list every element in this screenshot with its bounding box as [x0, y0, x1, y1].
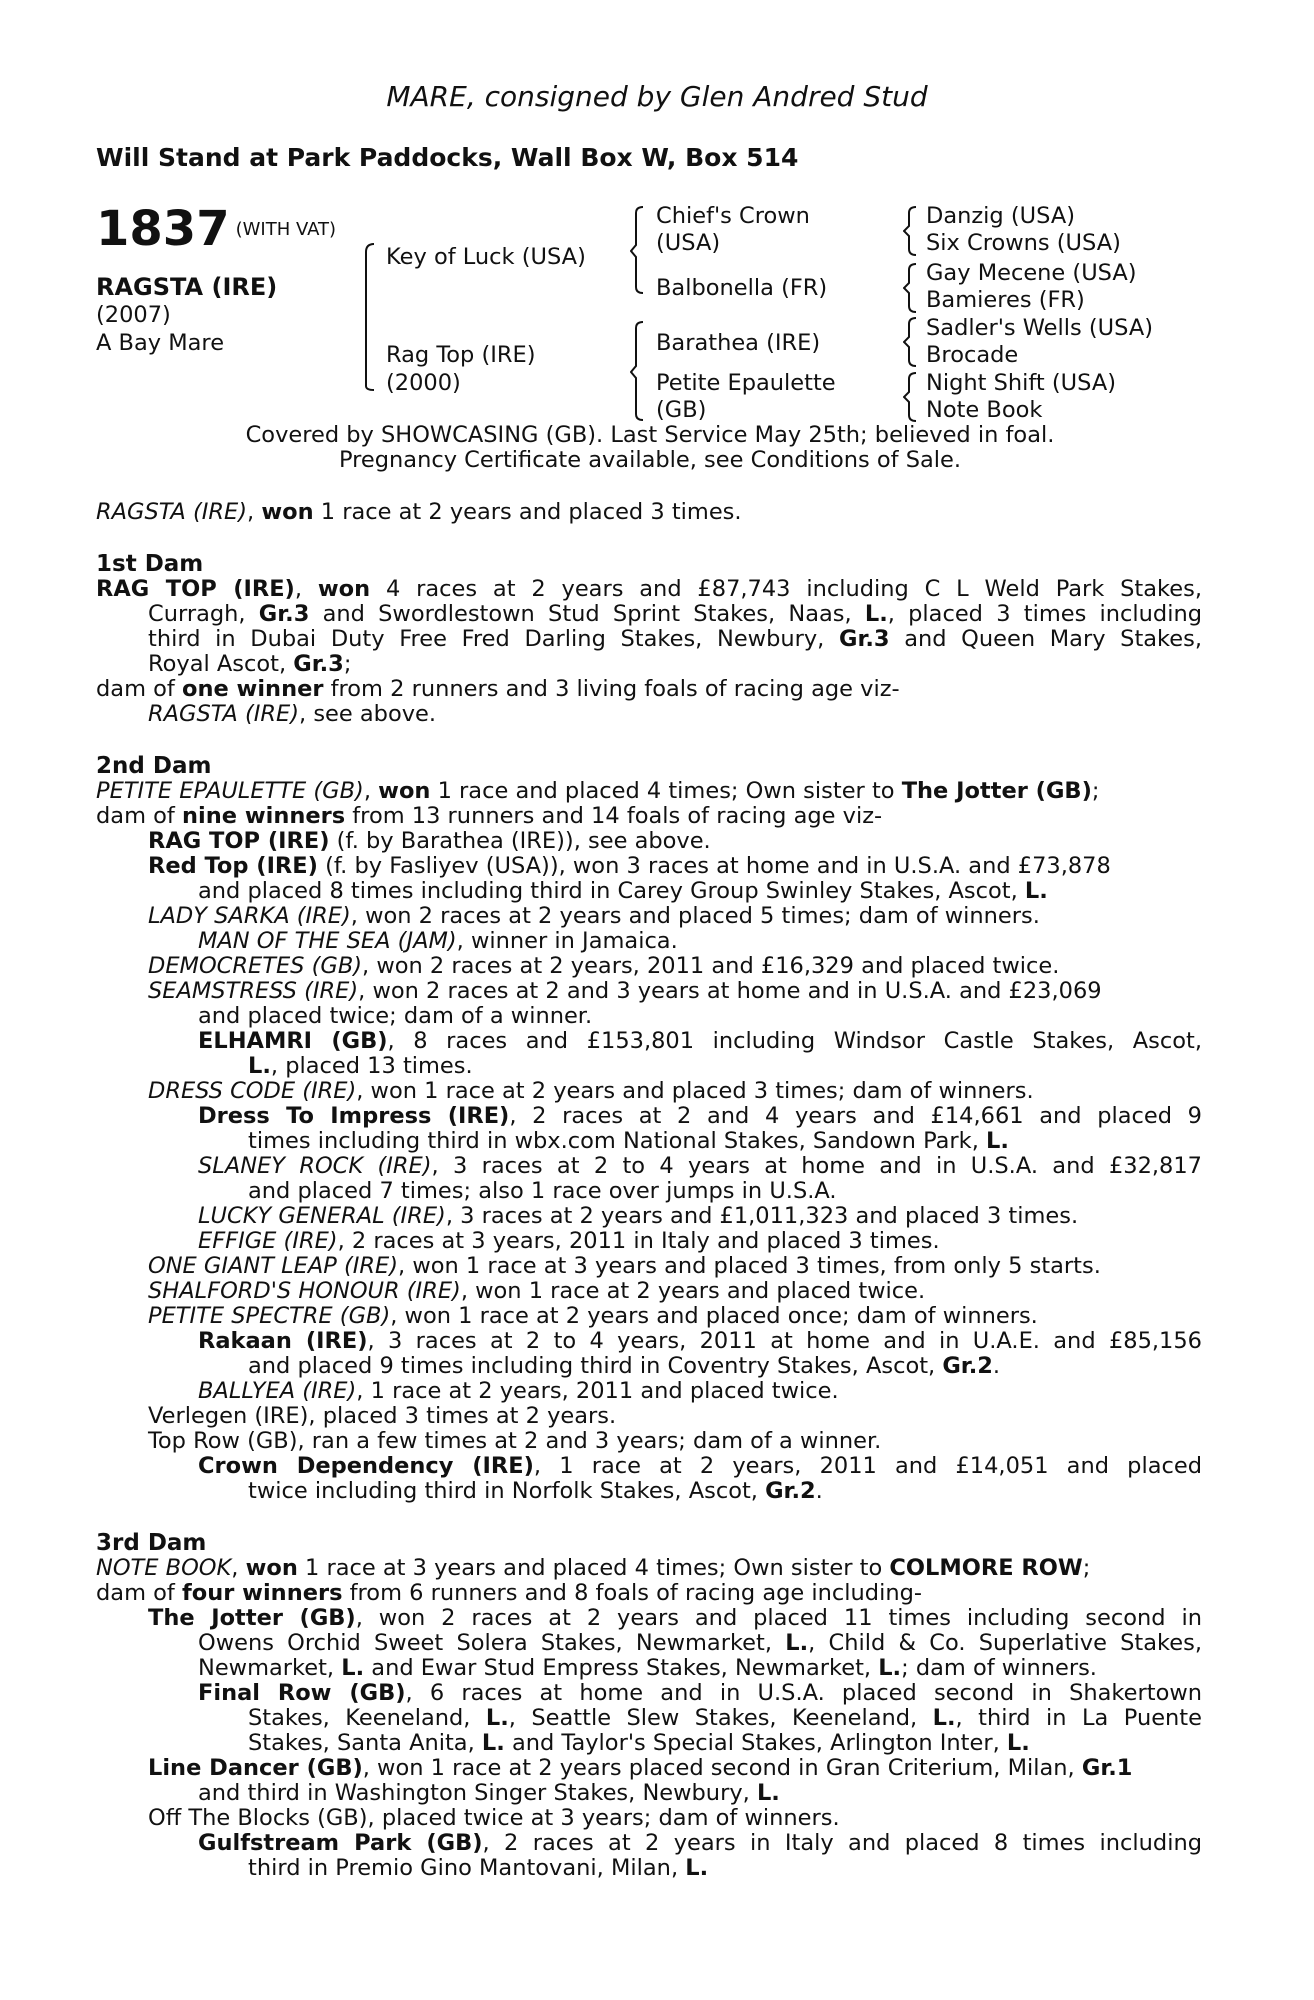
dam2-line: dam of nine winners from 13 runners and 14 foals of racing age viz-: [96, 803, 883, 829]
dam3-line: Stakes, Keeneland, L., Seattle Slew Stakes, Keeneland, L., third in La Puente: [248, 1705, 1202, 1731]
pedigree-dam-dam: Petite Epaulette: [656, 370, 836, 396]
pedigree-gen3-7: Night Shift (USA): [926, 370, 1117, 396]
dam3-line: Stakes, Santa Anita, L. and Taylor's Special Stakes, Arlington Inter, L.: [248, 1730, 1030, 1756]
pedigree-gen3-4: Bamieres (FR): [926, 287, 1085, 313]
pedigree-gen3-2: Six Crowns (USA): [926, 230, 1121, 256]
dam2-line: ONE GIANT LEAP (IRE), won 1 race at 3 years and placed 3 times, from only 5 starts.: [148, 1253, 1101, 1279]
pedigree-gen3-3: Gay Mecene (USA): [926, 260, 1137, 286]
dam2-line: SHALFORD'S HONOUR (IRE), won 1 race at 2 years and placed twice.: [148, 1278, 926, 1304]
pedigree-brace-main: [360, 242, 380, 392]
dam2-line: Top Row (GB), ran a few times at 2 and 3 years; dam of a winner.: [148, 1428, 882, 1454]
dam2-line: LUCKY GENERAL (IRE), 3 races at 2 years and £1,011,323 and placed 3 times.: [198, 1203, 1079, 1229]
pedigree-sire-sire: Chief's Crown: [656, 203, 810, 229]
pedigree-gen3-1: Danzig (USA): [926, 203, 1075, 229]
dam2-line: PETITE EPAULETTE (GB), won 1 race and placed 4 times; Own sister to The Jotter (GB);: [96, 778, 1100, 804]
dam2-line: Dress To Impress (IRE), 2 races at 2 and 4 years and £14,661 and placed 9: [198, 1103, 1203, 1129]
pedigree-sire-dam: Balbonella (FR): [656, 275, 828, 301]
dam2-line: and placed twice; dam of a winner.: [198, 1003, 593, 1029]
dam2-line: and placed 9 times including third in Coventry Stakes, Ascot, Gr.2.: [248, 1353, 1001, 1379]
dam2-line: and placed 8 times including third in Carey Group Swinley Stakes, Ascot, L.: [198, 878, 1048, 904]
dam1-line: RAGSTA (IRE), see above.: [148, 701, 437, 727]
vat-note: (WITH VAT): [235, 219, 337, 240]
third-dam-heading: 3rd Dam: [96, 1530, 207, 1556]
pedigree-dam-year: (2000): [386, 370, 461, 396]
dam2-line: Rakaan (IRE), 3 races at 2 to 4 years, 2011 at home and in U.A.E. and £85,156: [198, 1328, 1202, 1354]
dam3-line: Final Row (GB), 6 races at home and in U.S.A. placed second in Shakertown: [198, 1680, 1202, 1706]
pedigree-gen3-6: Brocade: [926, 342, 1019, 368]
second-dam-heading: 2nd Dam: [96, 753, 212, 779]
brace-gen3-1: [903, 205, 919, 257]
dam2-line: DEMOCRETES (GB), won 2 races at 2 years, 2011 and £16,329 and placed twice.: [148, 953, 1060, 979]
horse-name: RAGSTA (IRE): [96, 273, 278, 301]
dam3-line: Line Dancer (GB), won 1 race at 2 years placed second in Gran Criterium, Milan, Gr.1: [148, 1755, 1133, 1781]
pedigree-dam-dam-origin: (GB): [656, 397, 707, 423]
dam2-line: Red Top (IRE) (f. by Fasliyev (USA)), won 3 races at home and in U.S.A. and £73,878: [148, 853, 1111, 879]
dam3-line: Gulfstream Park (GB), 2 races at 2 years in Italy and placed 8 times including: [198, 1830, 1202, 1856]
dam1-line: dam of one winner from 2 runners and 3 living foals of racing age viz-: [96, 676, 900, 702]
pedigree-gen3-5: Sadler's Wells (USA): [926, 315, 1154, 341]
pedigree-dam: Rag Top (IRE): [386, 342, 536, 368]
pedigree-gen3-8: Note Book: [926, 397, 1043, 423]
horse-year: (2007): [96, 302, 171, 328]
horse-description: A Bay Mare: [96, 330, 225, 356]
brace-gen3-3: [903, 316, 919, 368]
dam3-line: dam of four winners from 6 runners and 8 foals of racing age including-: [96, 1580, 922, 1606]
dam3-line: NOTE BOOK, won 1 race at 3 years and placed 4 times; Own sister to COLMORE ROW;: [96, 1555, 1091, 1581]
dam2-line: Crown Dependency (IRE), 1 race at 2 years, 2011 and £14,051 and placed: [198, 1453, 1202, 1479]
pedigree-sire: Key of Luck (USA): [386, 244, 586, 270]
dam2-line: PETITE SPECTRE (GB), won 1 race at 2 years and placed once; dam of winners.: [148, 1303, 1038, 1329]
dam2-line: LADY SARKA (IRE), won 2 races at 2 years and placed 5 times; dam of winners.: [148, 903, 1040, 929]
dam3-line: and third in Washington Singer Stakes, Newbury, L.: [198, 1780, 780, 1806]
dam1-line: Royal Ascot, Gr.3;: [148, 651, 352, 677]
dam2-line: EFFIGE (IRE), 2 races at 3 years, 2011 in Italy and placed 3 times.: [198, 1228, 940, 1254]
dam2-line: BALLYEA (IRE), 1 race at 2 years, 2011 and placed twice.: [198, 1378, 839, 1404]
dam2-line: ELHAMRI (GB), 8 races and £153,801 including Windsor Castle Stakes, Ascot,: [198, 1028, 1203, 1054]
dam2-line: SEAMSTRESS (IRE), won 2 races at 2 and 3 years at home and in U.S.A. and £23,069: [148, 978, 1102, 1004]
brace-gen3-4: [903, 371, 919, 423]
dam2-line: twice including third in Norfolk Stakes, Ascot, Gr.2.: [248, 1478, 823, 1504]
dam3-line: Newmarket, L. and Ewar Stud Empress Stakes, Newmarket, L.; dam of winners.: [198, 1655, 1097, 1681]
dam2-line: DRESS CODE (IRE), won 1 race at 2 years and placed 3 times; dam of winners.: [148, 1078, 1034, 1104]
dam2-line: Verlegen (IRE), placed 3 times at 2 years.: [148, 1403, 617, 1429]
dam2-line: SLANEY ROCK (IRE), 3 races at 2 to 4 years at home and in U.S.A. and £32,817: [198, 1153, 1202, 1179]
dam2-line: L., placed 13 times.: [248, 1053, 473, 1079]
lot-number: 1837 $^{(WITH VAT)}$: [96, 201, 337, 257]
first-dam-heading: 1st Dam: [96, 551, 204, 577]
pregnancy-line: Pregnancy Certificate available, see Conditions of Sale.: [338, 447, 962, 473]
dam3-line: third in Premio Gino Mantovani, Milan, L.: [248, 1855, 709, 1881]
dam3-line: Off The Blocks (GB), placed twice at 3 years; dam of winners.: [148, 1805, 840, 1831]
intro-line: RAGSTA (IRE), won 1 race at 2 years and placed 3 times.: [96, 499, 742, 525]
brace-gen3-2: [903, 262, 919, 314]
stand-location: Will Stand at Park Paddocks, Wall Box W, Box 514: [96, 143, 799, 172]
covered-line: Covered by SHOWCASING (GB). Last Service May 25th; believed in foal.: [245, 422, 1055, 448]
dam1-line: Curragh, Gr.3 and Swordlestown Stud Sprint Stakes, Naas, L., placed 3 times including: [148, 601, 1202, 627]
pedigree-brace-dam: [630, 320, 646, 422]
pedigree-brace-sire: [630, 205, 646, 295]
dam1-line: RAG TOP (IRE), won 4 races at 2 years and £87,743 including C L Weld Park Stakes,: [96, 576, 1202, 602]
dam3-line: The Jotter (GB), won 2 races at 2 years and placed 11 times including second in: [148, 1605, 1202, 1631]
pedigree-sire-sire-origin: (USA): [656, 230, 721, 256]
dam2-line: and placed 7 times; also 1 race over jumps in U.S.A.: [248, 1178, 837, 1204]
dam2-line: MAN OF THE SEA (JAM), winner in Jamaica.: [198, 928, 678, 954]
dam3-line: Owens Orchid Sweet Solera Stakes, Newmarket, L., Child & Co. Superlative Stakes,: [198, 1630, 1202, 1656]
dam2-line: RAG TOP (IRE) (f. by Barathea (IRE)), see above.: [148, 828, 711, 854]
dam1-line: third in Dubai Duty Free Fred Darling Stakes, Newbury, Gr.3 and Queen Mary Stakes,: [148, 626, 1202, 652]
dam2-line: times including third in wbx.com National Stakes, Sandown Park, L.: [248, 1128, 1009, 1154]
pedigree-dam-sire: Barathea (IRE): [656, 330, 821, 356]
page-title: MARE, consigned by Glen Andred Stud: [386, 80, 928, 113]
